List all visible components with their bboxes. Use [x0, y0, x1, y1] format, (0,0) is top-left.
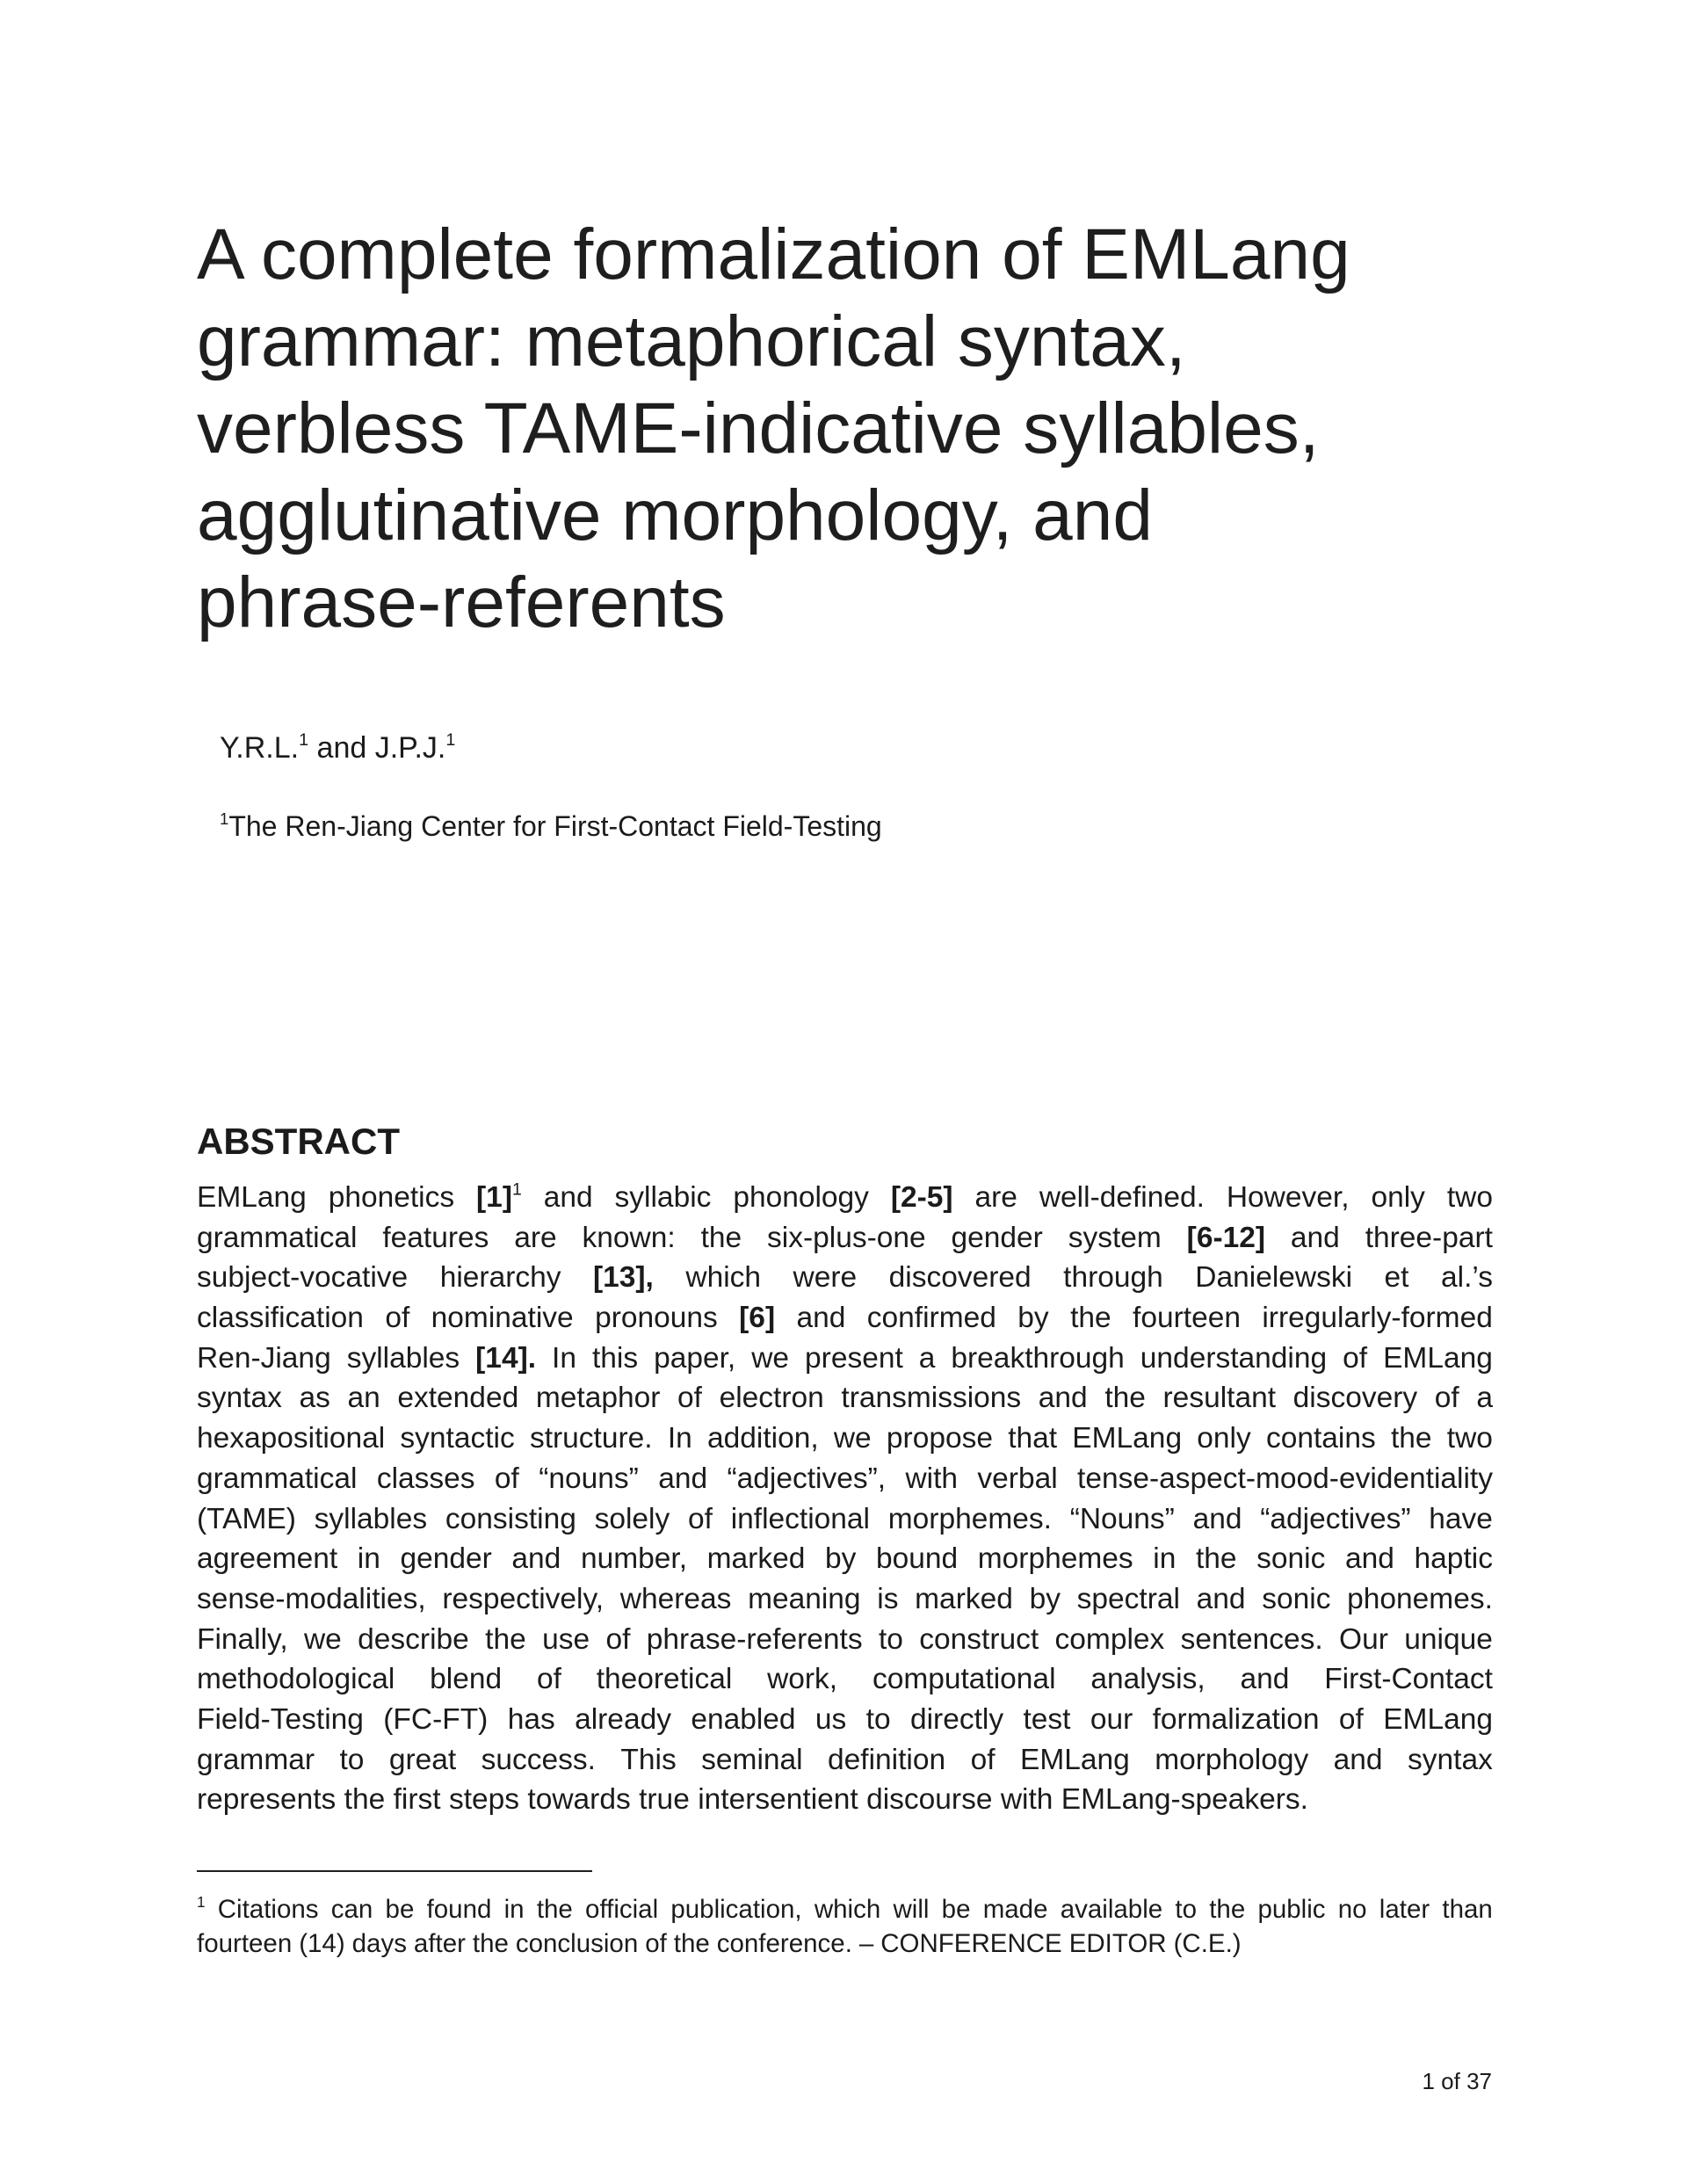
word: marked — [915, 1582, 1013, 1615]
word: in — [503, 1895, 525, 1924]
word: morphemes. — [887, 1502, 1052, 1535]
word: solely — [594, 1502, 670, 1535]
word: syntax — [1408, 1743, 1493, 1776]
word: definition — [828, 1743, 946, 1776]
word: “nouns” — [539, 1462, 639, 1495]
word: discourse — [866, 1783, 993, 1817]
word: EMLang — [1383, 1341, 1493, 1375]
word: “adjectives” — [1260, 1502, 1411, 1535]
citation-reference: [2-5] — [890, 1181, 953, 1214]
citation-reference: [6] — [739, 1302, 776, 1335]
word: This — [620, 1743, 677, 1776]
word: with — [1000, 1783, 1053, 1817]
word: describe — [358, 1622, 469, 1656]
word: a — [1476, 1382, 1493, 1415]
word: phonetics — [328, 1181, 455, 1214]
word: EMLang-speakers. — [1061, 1783, 1308, 1817]
word: a — [918, 1341, 936, 1375]
word: have — [1429, 1502, 1493, 1535]
word: theoretical — [596, 1663, 733, 1696]
abstract-line — [197, 1419, 1493, 1459]
word: features — [382, 1221, 489, 1254]
word: the — [485, 1622, 526, 1656]
word: metaphor — [535, 1382, 661, 1415]
word: will — [893, 1895, 930, 1924]
word: and — [543, 1181, 593, 1214]
word: respectively, — [442, 1582, 605, 1615]
word: transmissions — [841, 1382, 1022, 1415]
word: phonemes. — [1347, 1582, 1493, 1615]
abstract-heading: ABSTRACT — [197, 1121, 400, 1162]
word: structure. — [529, 1422, 653, 1455]
word: analysis, — [1090, 1663, 1206, 1696]
word: directly — [909, 1702, 1004, 1736]
word: two — [1446, 1422, 1493, 1455]
word: EMLang — [1019, 1743, 1130, 1776]
affiliation-name: The Ren-Jiang Center for First-Contact Field-Testing — [228, 810, 882, 842]
word: and — [1345, 1542, 1394, 1576]
word: of — [536, 1663, 561, 1696]
word: three-part — [1365, 1221, 1493, 1254]
word: marked — [706, 1542, 806, 1576]
word: and — [1196, 1582, 1246, 1615]
word: consisting — [445, 1502, 576, 1535]
word: resultant — [1162, 1382, 1277, 1415]
abstract-line — [197, 1218, 1493, 1259]
word: great — [388, 1743, 457, 1776]
word: the — [1195, 1542, 1237, 1576]
word: Danielewski — [1195, 1261, 1353, 1295]
word: Citations — [217, 1895, 319, 1924]
word: tense-aspect-mood-evidentiality — [1077, 1462, 1493, 1495]
word: grammatical — [197, 1221, 358, 1254]
word: and — [1038, 1382, 1088, 1415]
word: are — [974, 1181, 1017, 1214]
word: verbal — [977, 1462, 1058, 1495]
author-name: J.P.J. — [374, 731, 446, 765]
word: meaning — [748, 1582, 861, 1615]
word: towards — [527, 1783, 631, 1817]
word: are — [514, 1221, 557, 1254]
abstract-line — [197, 1700, 1493, 1740]
title-line: grammar: metaphorical syntax, — [197, 301, 1186, 381]
word: can — [330, 1895, 373, 1924]
footnote-separator — [197, 1870, 592, 1872]
word: of — [677, 1382, 702, 1415]
word: known: — [582, 1221, 676, 1254]
word: the — [1104, 1382, 1146, 1415]
abstract-line — [197, 1378, 1493, 1419]
word: through — [1063, 1261, 1163, 1295]
word: success. — [481, 1743, 596, 1776]
word: only — [1197, 1422, 1251, 1455]
word: whereas — [619, 1582, 732, 1615]
word: sense-modalities, — [197, 1582, 426, 1615]
word: phonology — [733, 1181, 869, 1214]
word: propose — [886, 1422, 993, 1455]
word: haptic — [1414, 1542, 1493, 1576]
word: morphology — [1155, 1743, 1309, 1776]
word: that — [1008, 1422, 1058, 1455]
word: (14) — [299, 1929, 345, 1958]
word: found — [426, 1895, 492, 1924]
word: of — [1434, 1382, 1459, 1415]
citation-reference: [14]. — [475, 1341, 537, 1375]
title-line: A complete formalization of EMLang — [197, 214, 1350, 294]
word: of — [1343, 1341, 1368, 1375]
word: number, — [580, 1542, 687, 1576]
author-list — [220, 729, 455, 766]
word: EMLang — [1383, 1702, 1493, 1736]
word: of — [605, 1622, 631, 1656]
word: represents — [197, 1783, 337, 1817]
word: classes — [376, 1462, 475, 1495]
word: paper, — [654, 1341, 736, 1375]
word: days — [351, 1929, 407, 1958]
word: has — [507, 1702, 555, 1736]
word: of — [1338, 1702, 1364, 1736]
word: be — [941, 1895, 971, 1924]
word: two — [1446, 1181, 1493, 1214]
word: syntactic — [400, 1422, 515, 1455]
word: with — [905, 1462, 959, 1495]
word: of — [688, 1502, 713, 1535]
abstract-line — [197, 1659, 1493, 1700]
abstract-line — [197, 1339, 1493, 1379]
word: the — [1209, 1895, 1246, 1924]
word: our — [1090, 1702, 1133, 1736]
word: syllabic — [614, 1181, 712, 1214]
word: to — [339, 1743, 365, 1776]
word: CONFERENCE — [880, 1929, 1062, 1958]
word: spectral — [1076, 1582, 1180, 1615]
word: we — [833, 1422, 872, 1455]
word: official — [585, 1895, 659, 1924]
word: well-defined. — [1039, 1181, 1205, 1214]
abstract-line — [197, 1499, 1493, 1540]
word: hexapositional — [197, 1422, 386, 1455]
word: the — [673, 1929, 710, 1958]
author-name: Y.R.L. — [220, 731, 300, 765]
word: be — [385, 1895, 415, 1924]
word: methodological — [197, 1663, 395, 1696]
word: use — [542, 1622, 590, 1656]
abstract-line — [197, 1579, 1493, 1620]
word: nominative — [431, 1302, 574, 1335]
word: of — [645, 1929, 667, 1958]
word: we — [303, 1622, 342, 1656]
word: phrase-referents — [646, 1622, 863, 1656]
word: sentences. — [1180, 1622, 1323, 1656]
word: present — [805, 1341, 903, 1375]
word: the — [344, 1783, 386, 1817]
word: contains — [1265, 1422, 1376, 1455]
word: However, — [1226, 1181, 1350, 1214]
word: only — [1371, 1181, 1425, 1214]
word: this — [591, 1341, 639, 1375]
word: discovery — [1292, 1382, 1418, 1415]
word: first — [393, 1783, 441, 1817]
word: six-plus-one — [767, 1221, 926, 1254]
word: the — [472, 1929, 509, 1958]
abstract-line — [197, 1298, 1493, 1339]
word: intersentient — [698, 1783, 858, 1817]
word: (FC-FT) — [383, 1702, 489, 1736]
word: confirmed — [866, 1302, 996, 1335]
abstract-line — [197, 1780, 1493, 1820]
word: and — [1240, 1663, 1290, 1696]
word: of — [494, 1462, 519, 1495]
author-affiliation-marker: 1 — [445, 730, 456, 751]
word: sonic — [1256, 1542, 1326, 1576]
word: pronouns — [595, 1302, 718, 1335]
footnote-line — [197, 1892, 1493, 1926]
word: no — [1337, 1895, 1367, 1924]
word: the — [1070, 1302, 1111, 1335]
word: breakthrough — [951, 1341, 1125, 1375]
abstract-body — [197, 1178, 1493, 1820]
word: and — [1333, 1743, 1383, 1776]
word: steps — [448, 1783, 520, 1817]
word: and — [658, 1462, 708, 1495]
word: hierarchy — [439, 1261, 561, 1295]
word: classification — [197, 1302, 364, 1335]
word: fourteen — [197, 1929, 293, 1958]
word: subject-vocative — [197, 1261, 409, 1295]
word: EDITOR — [1068, 1929, 1167, 1958]
abstract-line — [197, 1620, 1493, 1660]
word: conference. — [716, 1929, 852, 1958]
footnote-marker: 1 — [197, 1894, 206, 1912]
word: “adjectives”, — [727, 1462, 887, 1495]
word: extended — [397, 1382, 519, 1415]
title-line: verbless TAME-indicative syllables, — [197, 388, 1320, 468]
word: already — [575, 1702, 671, 1736]
word: of — [970, 1743, 996, 1776]
word: in — [1153, 1542, 1177, 1576]
word: discovered — [888, 1261, 1032, 1295]
word: EMLang — [1072, 1422, 1183, 1455]
word: were — [793, 1261, 858, 1295]
word: addition, — [706, 1422, 819, 1455]
word: gender — [951, 1221, 1043, 1254]
word: us — [815, 1702, 847, 1736]
word: which — [685, 1261, 762, 1295]
word: conclusion — [515, 1929, 639, 1958]
word: (C.E.) — [1173, 1929, 1242, 1958]
word: syllables — [314, 1502, 428, 1535]
word: the — [1390, 1422, 1432, 1455]
word: which — [814, 1895, 881, 1924]
word: syllables — [346, 1341, 460, 1375]
word: later — [1379, 1895, 1430, 1924]
abstract-line — [197, 1459, 1493, 1499]
word: than — [1442, 1895, 1493, 1924]
word: Our — [1339, 1622, 1388, 1656]
word: In — [552, 1341, 576, 1375]
word: unique — [1404, 1622, 1493, 1656]
word: syntax — [197, 1382, 282, 1415]
word: Field-Testing — [197, 1702, 364, 1736]
word: to — [878, 1622, 903, 1656]
affiliation-marker: 1 — [220, 809, 229, 829]
title-line: phrase-referents — [197, 562, 726, 642]
footnote — [197, 1892, 1493, 1961]
word: seminal — [701, 1743, 803, 1776]
title-line: agglutinative morphology, and — [197, 475, 1153, 555]
word: and — [1192, 1502, 1242, 1535]
page-number: 1 of 37 — [1422, 2068, 1492, 2094]
abstract-line — [197, 1539, 1493, 1579]
word: electron — [719, 1382, 824, 1415]
word: enabled — [691, 1702, 796, 1736]
word: complex — [1054, 1622, 1165, 1656]
word: blend — [430, 1663, 503, 1696]
affiliation — [220, 809, 882, 844]
citation-reference: [6-12] — [1186, 1221, 1266, 1254]
word: is — [877, 1582, 899, 1615]
word: gender — [400, 1542, 492, 1576]
word: and — [796, 1302, 846, 1335]
word: In — [667, 1422, 692, 1455]
word: publication, — [670, 1895, 802, 1924]
word: by — [824, 1542, 857, 1576]
word: as — [299, 1382, 330, 1415]
word: bound — [875, 1542, 959, 1576]
word: in — [357, 1542, 380, 1576]
paper-title — [197, 211, 1497, 646]
word: Finally, — [197, 1622, 288, 1656]
word: al.’s — [1441, 1261, 1493, 1295]
word: test — [1023, 1702, 1071, 1736]
word: and — [511, 1542, 561, 1576]
word: the — [700, 1221, 742, 1254]
footnote-line — [197, 1926, 1493, 1961]
word: agreement — [197, 1542, 338, 1576]
word: by — [1029, 1582, 1061, 1615]
word: the — [536, 1895, 573, 1924]
word: to — [1175, 1895, 1197, 1924]
word: available — [1060, 1895, 1163, 1924]
word: fourteen — [1133, 1302, 1241, 1335]
citation-reference: [1] — [476, 1181, 512, 1214]
word: Ren-Jiang — [197, 1341, 331, 1375]
word: morphemes — [977, 1542, 1133, 1576]
word: irregularly-formed — [1262, 1302, 1493, 1335]
word: sonic — [1262, 1582, 1331, 1615]
word: construct — [919, 1622, 1039, 1656]
word: formalization — [1152, 1702, 1320, 1736]
word: of — [385, 1302, 410, 1335]
word: public — [1257, 1895, 1326, 1924]
author-joiner: and — [316, 731, 367, 765]
word: by — [1017, 1302, 1049, 1335]
footnote-lead — [197, 1892, 206, 1926]
word: after — [413, 1929, 466, 1958]
word: understanding — [1140, 1341, 1328, 1375]
word: inflectional — [730, 1502, 870, 1535]
word: computational — [872, 1663, 1056, 1696]
author-affiliation-marker: 1 — [299, 730, 309, 751]
word: system — [1068, 1221, 1162, 1254]
citation-with-footnote-marker — [476, 1178, 522, 1218]
word: EMLang — [197, 1181, 307, 1214]
word: we — [751, 1341, 790, 1375]
abstract-line — [197, 1258, 1493, 1298]
word: work, — [767, 1663, 838, 1696]
word: an — [347, 1382, 380, 1415]
word: to — [865, 1702, 891, 1736]
word: – — [858, 1929, 874, 1958]
word: made — [982, 1895, 1048, 1924]
word: (TAME) — [197, 1502, 296, 1535]
word: grammatical — [197, 1462, 358, 1495]
word: true — [639, 1783, 690, 1817]
word: First-Contact — [1324, 1663, 1493, 1696]
citation-reference: [13], — [592, 1261, 654, 1295]
footnote-marker: 1 — [511, 1179, 522, 1200]
abstract-line — [197, 1178, 1493, 1218]
word: and — [1290, 1221, 1340, 1254]
word: “Nouns” — [1069, 1502, 1175, 1535]
abstract-line — [197, 1740, 1493, 1781]
word: grammar — [197, 1743, 315, 1776]
word: et — [1384, 1261, 1409, 1295]
